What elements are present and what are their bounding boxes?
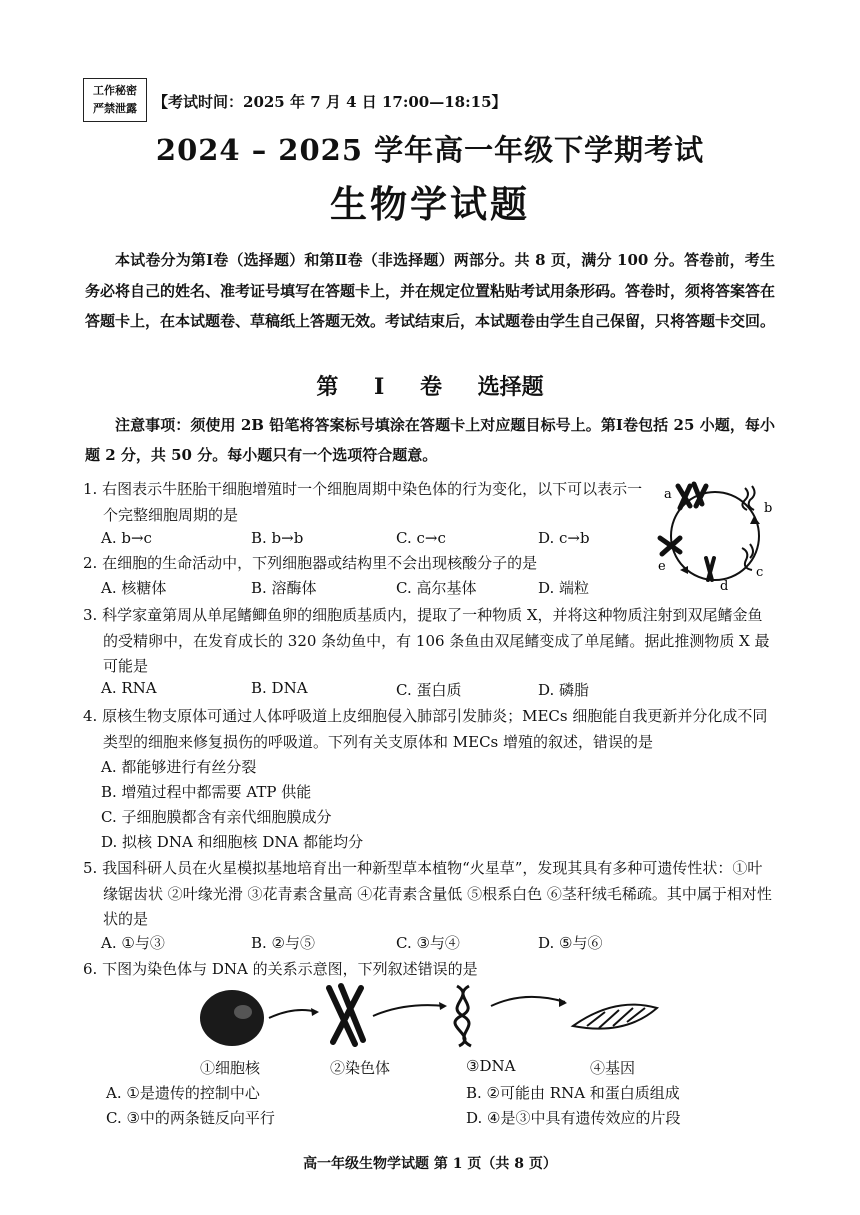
confidential-stamp xyxy=(83,78,147,122)
chromosome-b xyxy=(742,486,754,510)
option: D. ⑤与⑥ xyxy=(538,934,603,952)
figure-label-nucleus: ①细胞核 xyxy=(200,1059,261,1077)
question-stem: 1. 右图表示牛胚胎干细胞增殖时一个细胞周期中染色体的行为变化，以下可以表示一个完整细胞周期的是 xyxy=(83,480,643,524)
section-title: 第 I 卷 选择题 xyxy=(316,374,544,400)
question-1 xyxy=(83,477,643,528)
option: B. b→b xyxy=(251,529,304,547)
nucleus-shape xyxy=(200,990,264,1046)
stamp-line-1: 工作秘密 xyxy=(93,84,137,97)
label-e: e xyxy=(658,559,666,574)
stamp-line-2: 严禁泄露 xyxy=(93,102,137,115)
page-footer: 高一年级生物学试题 第 1 页（共 8 页） xyxy=(303,1156,557,1172)
arrow-head xyxy=(559,998,567,1007)
question-4-options xyxy=(101,755,363,855)
option: C. c→c xyxy=(396,529,446,547)
option: A. ①是遗传的控制中心 xyxy=(106,1084,260,1102)
label-b: b xyxy=(764,501,773,516)
arrow-3 xyxy=(491,997,565,1006)
option: D. 拟核 DNA 和细胞核 DNA 都能均分 xyxy=(101,833,364,851)
option: C. 高尔基体 xyxy=(396,579,477,597)
gene-segment-shape xyxy=(573,1005,657,1029)
option: D. ④是③中具有遗传效应的片段 xyxy=(466,1109,681,1127)
question-3 xyxy=(83,603,773,680)
exam-time: 【考试时间：2025 年 7 月 4 日 17:00—18:15】 xyxy=(153,93,507,111)
option: A. RNA xyxy=(101,679,157,697)
option: A. b→c xyxy=(101,529,152,547)
option: B. 增殖过程中都需要 ATP 供能 xyxy=(101,783,312,801)
option: A. ①与③ xyxy=(101,934,165,952)
option: B. DNA xyxy=(251,679,308,697)
option: D. 端粒 xyxy=(538,579,590,597)
option: B. 溶酶体 xyxy=(251,579,317,597)
label-c: c xyxy=(756,565,764,580)
figure-label-dna: ③DNA xyxy=(466,1057,516,1075)
option: D. c→b xyxy=(538,529,590,547)
option: A. 核糖体 xyxy=(101,579,167,597)
option: D. 磷脂 xyxy=(538,681,590,699)
option: B. ②与⑤ xyxy=(251,934,316,952)
option: C. 蛋白质 xyxy=(396,681,462,699)
chromosome-a xyxy=(678,484,706,508)
chromosome-dna-diagram xyxy=(195,982,665,1052)
chromosome-d xyxy=(706,558,714,580)
option: C. 子细胞膜都含有亲代细胞膜成分 xyxy=(101,808,332,826)
question-5 xyxy=(83,856,773,933)
figure-label-gene: ④基因 xyxy=(590,1059,636,1077)
option: B. ②可能由 RNA 和蛋白质组成 xyxy=(466,1084,680,1102)
arrow-head xyxy=(311,1008,319,1016)
figure-label-chromosome: ②染色体 xyxy=(330,1059,391,1077)
chromosome-shape xyxy=(329,986,363,1044)
question-6 xyxy=(83,957,773,983)
cell-cycle-diagram xyxy=(650,478,785,598)
dna-helix-shape xyxy=(455,986,471,1046)
notice-paragraph: 注意事项：须使用 2B 铅笔将答案标号填涂在答题卡上对应题目标号上。第Ⅰ卷包括 25 小题，每小题 2 分，共 50 分。每小题只有一个选项符合题意。 xyxy=(85,416,775,464)
arrow-2 xyxy=(373,1005,445,1016)
question-stem: 4. 原核生物支原体可通过人体呼吸道上皮细胞侵入肺部引发肺炎；MECs 细胞能自我更新并分化成不同类型的细胞来修复损伤的呼吸道。下列有关支原体和 MECs 增殖的叙述，错误的是 xyxy=(83,707,768,751)
exam-title: 2024 – 2025 学年高一年级下学期考试 xyxy=(155,133,705,167)
label-d: d xyxy=(720,579,729,594)
question-4 xyxy=(83,704,773,755)
option: C. ③中的两条链反向平行 xyxy=(106,1109,275,1127)
question-stem: 5. 我国科研人员在火星模拟基地培育出一种新型草本植物“火星草”，发现其具有多种可遗传性状：①叶缘锯齿状 ②叶缘光滑 ③花青素含量高 ④花青素含量低 ⑤根系白色 ⑥茎秆绒毛稀疏。其中属于相对性状的是 xyxy=(83,859,772,928)
nucleolus-shape xyxy=(234,1005,252,1019)
arrow-head xyxy=(439,1002,447,1010)
question-stem: 6. 下图为染色体与 DNA 的关系示意图，下列叙述错误的是 xyxy=(83,960,478,978)
option: C. ③与④ xyxy=(396,934,460,952)
question-stem: 3. 科学家童第周从单尾鳍鲫鱼卵的细胞质基质内，提取了一种物质 X，并将这种物质注射到双尾鳍金鱼的受精卵中，在发育成长的 320 条幼鱼中，有 106 条鱼由双尾鳍变成了单尾鳍。据此推测物质 X 最可能是 xyxy=(83,606,770,675)
subject-title: 生物学试题 xyxy=(330,182,530,226)
chromosome-e xyxy=(660,538,680,554)
question-stem: 2. 在细胞的生命活动中，下列细胞器或结构里不会出现核酸分子的是 xyxy=(83,554,538,572)
question-2 xyxy=(83,551,643,577)
label-a: a xyxy=(664,487,672,502)
intro-paragraph: 本试卷分为第Ⅰ卷（选择题）和第Ⅱ卷（非选择题）两部分。共 8 页，满分 100 分。答卷前，考生务必将自己的姓名、准考证号填写在答题卡上，并在规定位置粘贴考试用条形码。答卷时，须将答案答在答题卡上，在本试题卷、草稿纸上答题无效。考试结束后，本试题卷由学生自己保留，只将答题卡交回。 xyxy=(85,251,776,330)
option: A. 都能够进行有丝分裂 xyxy=(101,758,257,776)
arrow-1 xyxy=(269,1010,317,1018)
